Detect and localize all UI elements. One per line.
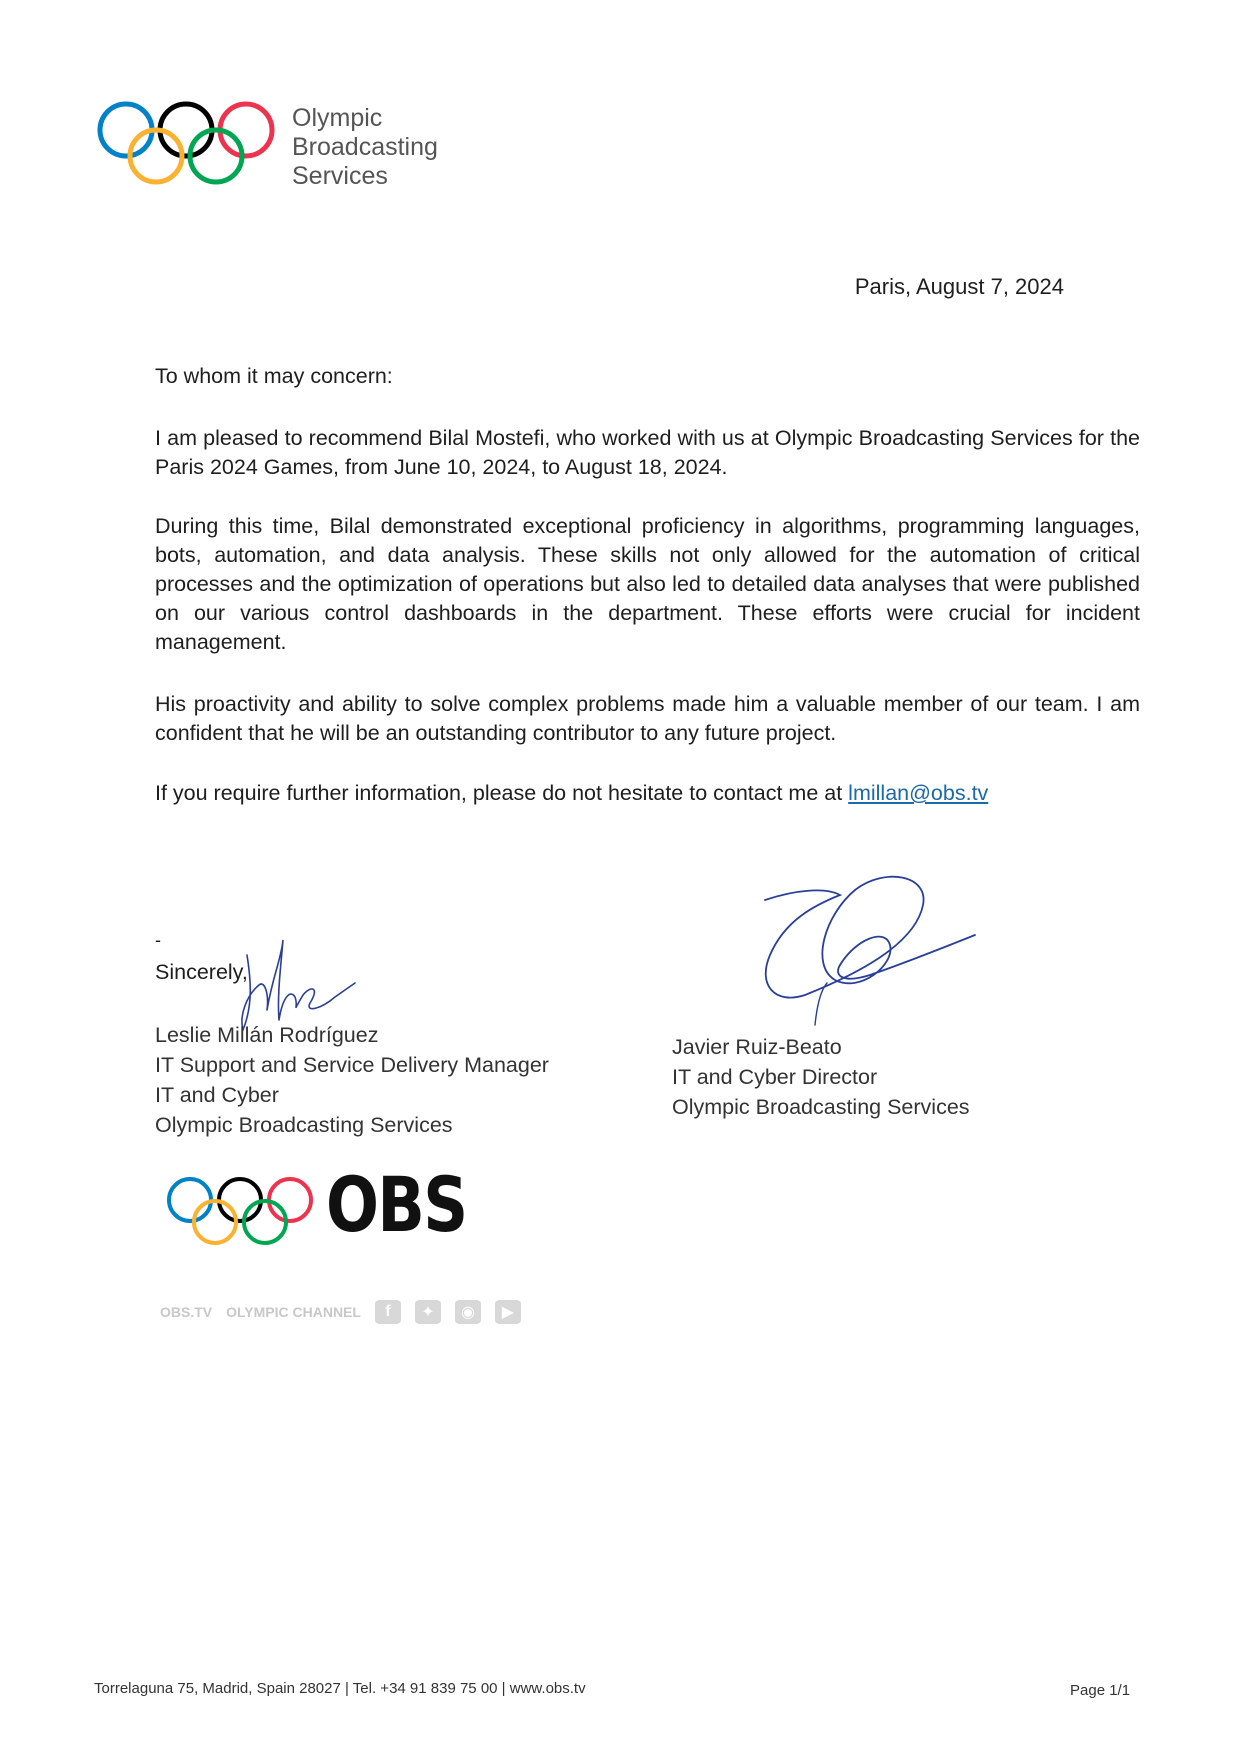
organization-name [292,104,438,191]
signatory-right-name: Javier Ruiz-Beato [672,1035,842,1059]
paragraph-intro: I am pleased to recommend Bilal Mostefi, who worked with us at Olympic Broadcasting Services for the Paris 2024 Games, from June 10, 2024, to August 18, 2024. [155,426,1140,479]
youtube-icon[interactable]: ▶ [495,1300,521,1324]
page-number: Page 1/1 [1070,1682,1131,1699]
signatory-left [155,1020,549,1140]
footer-address: Torrelaguna 75, Madrid, Spain 28027 | Tel. +34 91 839 75 00 | www.obs.tv [94,1680,586,1697]
signatory-left-organization: Olympic Broadcasting Services [155,1113,453,1137]
signatory-right-organization: Olympic Broadcasting Services [672,1095,970,1119]
email-link[interactable]: lmillan@obs.tv [848,781,989,805]
paragraph-qualities: His proactivity and ability to solve complex problems made him a valuable member of our team. I am confident that he will be an outstanding contributor to any future project. [155,692,1140,745]
letter-greeting: To whom it may concern: [155,364,393,388]
org-name-line2: Broadcasting [292,133,438,161]
instagram-icon[interactable]: ◉ [455,1300,481,1324]
signatory-left-title: IT Support and Service Delivery Manager [155,1053,549,1077]
signature-javier [745,865,980,1045]
closing: Sincerely, [155,960,248,984]
obs-tv-link[interactable]: OBS.TV [160,1304,213,1320]
letter-date: Paris, August 7, 2024 [854,274,1064,299]
signatory-right-title: IT and Cyber Director [672,1065,878,1089]
separator-dash: - [155,930,161,950]
obs-wordmark: OBS [326,1160,467,1249]
org-name-line3: Services [292,162,388,190]
facebook-icon[interactable]: f [375,1300,401,1324]
olympic-channel-link[interactable]: OLYMPIC CHANNEL [226,1304,361,1320]
signatory-left-department: IT and Cyber [155,1083,279,1107]
olympic-rings-logo [96,100,276,190]
contact-text: If you require further information, please do not hesitate to contact me at [155,781,849,805]
paragraph-contact [155,779,1140,808]
signatory-left-name: Leslie Millán Rodríguez [155,1023,379,1047]
olympic-rings-logo-small [165,1175,315,1250]
brand-links-row [160,1300,521,1324]
signatory-right [672,1032,970,1122]
twitter-icon[interactable]: ✦ [415,1300,441,1324]
org-name-line1: Olympic [292,104,383,132]
paragraph-skills: During this time, Bilal demonstrated exceptional proficiency in algorithms, programming languages, bots, automation, and data analysis. These skills not only allowed for the automation of critical processes and the optimization of operations but also led to detailed data analyses that were published on our various control dashboards in the department. These efforts were crucial for incident management. [155,514,1140,654]
